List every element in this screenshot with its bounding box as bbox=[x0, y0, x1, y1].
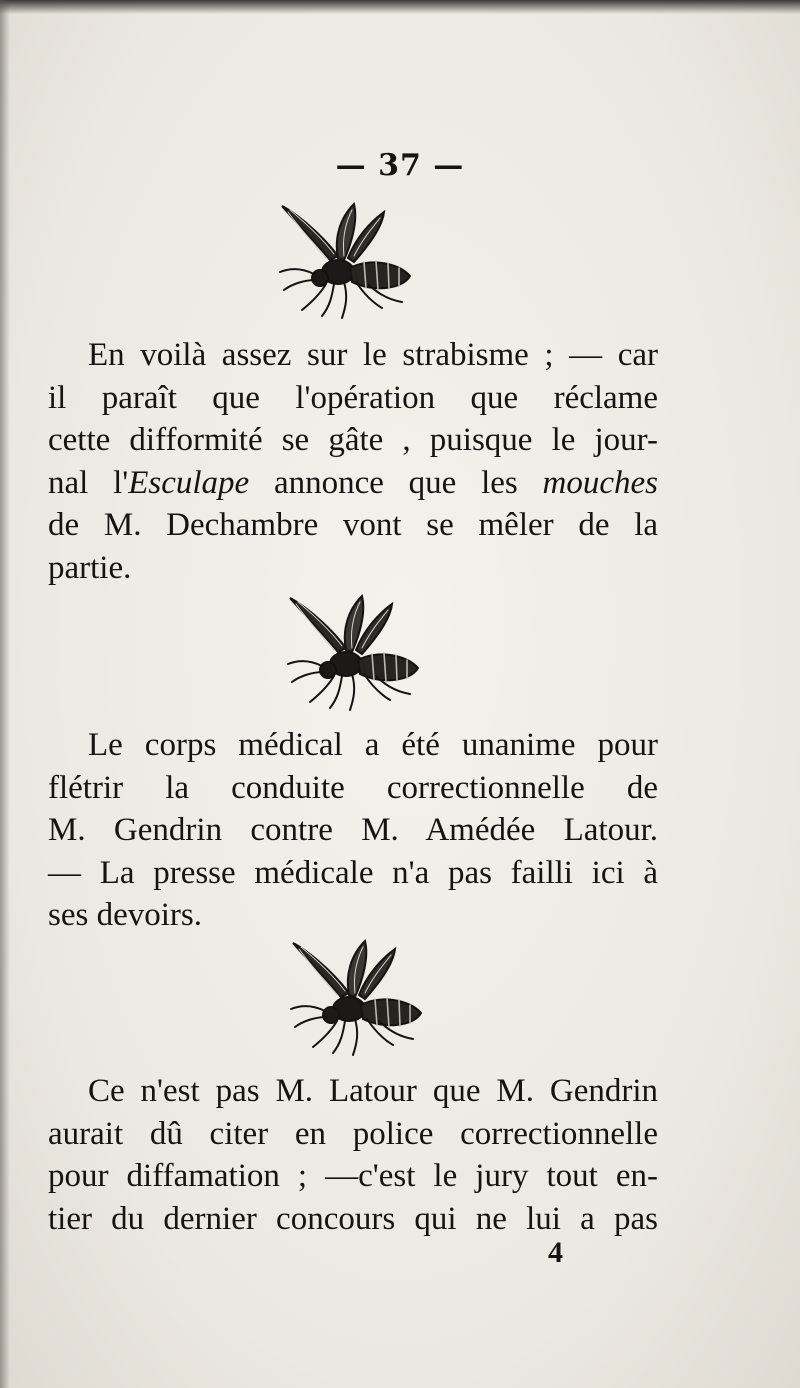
text-line: tier du dernier concours qui ne lui a pas bbox=[48, 1200, 658, 1237]
text-line: de M. Dechambre vont se mêler de la bbox=[48, 507, 658, 543]
fly-icon bbox=[280, 590, 430, 715]
paragraph-corps-medical bbox=[48, 724, 658, 937]
journal-title-italic: Esculape bbox=[128, 464, 250, 501]
text-run: nal l' bbox=[48, 464, 129, 501]
text-line: flétrir la conduite correctionnelle de bbox=[48, 769, 658, 806]
paragraph-strabisme bbox=[48, 334, 658, 589]
text-line: ses devoirs. bbox=[48, 897, 202, 933]
text-line: M. Gendrin contre M. Amédée Latour. bbox=[48, 812, 658, 848]
text-run: annonce que les bbox=[249, 464, 543, 501]
fly-icon-drawing bbox=[272, 198, 422, 323]
fly-icon bbox=[272, 198, 422, 323]
text-line: cette difformité se gâte , puisque le jour- bbox=[48, 422, 658, 458]
text-line: pour diffamation ; —c'est le jury tout en- bbox=[48, 1158, 658, 1194]
page-number: — 37 — bbox=[335, 148, 465, 183]
fly-icon-drawing bbox=[280, 590, 430, 715]
page-gutter-shadow bbox=[0, 0, 10, 1388]
signature-mark: 4 bbox=[548, 1236, 563, 1269]
text-line: il paraît que l'opération que réclame bbox=[48, 379, 658, 416]
text-line: Ce n'est pas M. Latour que M. Gendrin bbox=[88, 1073, 658, 1109]
text-line: Le corps médical a été unanime pour bbox=[88, 727, 658, 763]
paragraph-latour bbox=[48, 1070, 658, 1240]
fly-icon bbox=[283, 935, 433, 1060]
text-line: aurait dû citer en police correctionnelle bbox=[48, 1115, 658, 1152]
fly-icon-drawing bbox=[283, 935, 433, 1060]
text-line: — La presse médicale n'a pas failli ici à bbox=[48, 854, 658, 891]
page-top-shadow bbox=[0, 0, 800, 14]
text-line-with-italics bbox=[48, 462, 658, 505]
text-line: partie. bbox=[48, 549, 132, 586]
text-line: En voilà assez sur le strabisme ; — car bbox=[88, 337, 658, 373]
mouches-italic: mouches bbox=[542, 464, 659, 501]
